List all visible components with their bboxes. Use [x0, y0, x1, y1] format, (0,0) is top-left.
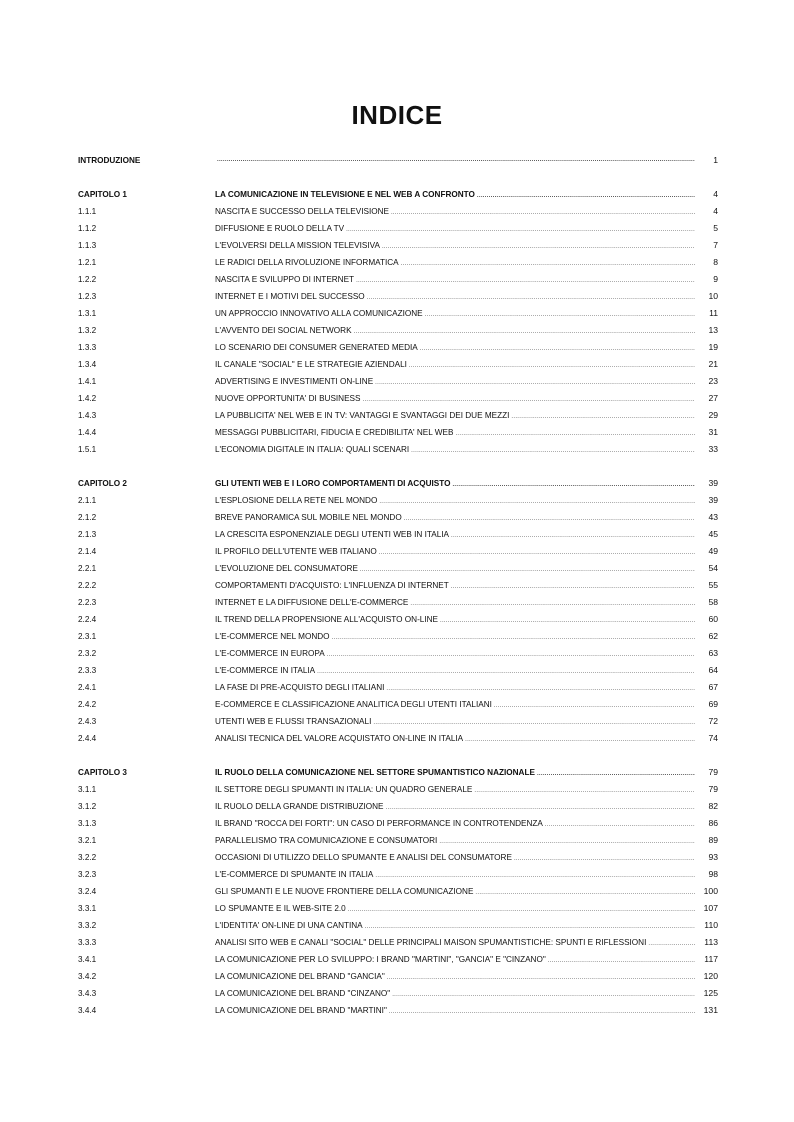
toc-entry-title: L'E-COMMERCE IN EUROPA [215, 649, 325, 658]
table-of-contents [78, 152, 718, 1019]
toc-entry-row [78, 305, 718, 322]
toc-entry-title: IL PROFILO DELL'UTENTE WEB ITALIANO [215, 547, 377, 556]
toc-entry-row [78, 322, 718, 339]
toc-entry-number: 1.4.1 [78, 377, 97, 386]
toc-entry-number: 2.4.2 [78, 700, 97, 709]
toc-entry-number: CAPITOLO 3 [78, 768, 127, 777]
toc-entry-title: LA COMUNICAZIONE IN TELEVISIONE E NEL WEB A CONFRONTO [215, 190, 475, 199]
toc-entry-title: LA COMUNICAZIONE DEL BRAND "CINZANO" [215, 989, 391, 998]
toc-entry-number: 1.5.1 [78, 445, 97, 454]
toc-entry-page: 39 [708, 478, 718, 488]
toc-entry-page: 27 [708, 393, 718, 403]
toc-entry-row [78, 288, 718, 305]
toc-entry-row [78, 866, 718, 883]
toc-entry-page: 89 [708, 835, 718, 845]
toc-entry-number: 1.1.3 [78, 241, 97, 250]
toc-entry-title: ADVERTISING E INVESTIMENTI ON-LINE [215, 377, 374, 386]
toc-entry-page: 63 [708, 648, 718, 658]
toc-entry-page: 64 [708, 665, 718, 675]
dot-leader [465, 732, 695, 749]
toc-entry-page: 69 [708, 699, 718, 709]
toc-entry-title: LO SPUMANTE E IL WEB-SITE 2.0 [215, 904, 346, 913]
toc-entry-page: 10 [708, 291, 718, 301]
toc-entry-row [78, 237, 718, 254]
toc-entry-number: 1.1.2 [78, 224, 97, 233]
toc-entry-row [78, 628, 718, 645]
toc-entry-row [78, 985, 718, 1002]
toc-entry-title: LA COMUNICAZIONE PER LO SVILUPPO: I BRAND "MARTINI", "GANCIA" E "CINZANO" [215, 955, 546, 964]
toc-entry-number: 2.1.2 [78, 513, 97, 522]
toc-entry-page: 113 [704, 937, 718, 947]
toc-entry-page: 4 [713, 189, 718, 199]
toc-entry-page: 107 [703, 903, 718, 913]
toc-chapter-row [78, 186, 718, 203]
toc-entry-page: 39 [708, 495, 718, 505]
toc-entry-title: NASCITA E SUCCESSO DELLA TELEVISIONE [215, 207, 389, 216]
toc-entry-title: L'ECONOMIA DIGITALE IN ITALIA: QUALI SCENARI [215, 445, 410, 454]
toc-entry-number: 3.4.4 [78, 1006, 97, 1015]
toc-entry-number: 3.2.3 [78, 870, 97, 879]
toc-entry-page: 86 [708, 818, 718, 828]
toc-entry-number: 3.2.1 [78, 836, 97, 845]
toc-entry-title: LE RADICI DELLA RIVOLUZIONE INFORMATICA [215, 258, 399, 267]
toc-entry-page: 9 [713, 274, 718, 284]
toc-entry-number: 1.3.3 [78, 343, 97, 352]
toc-entry-title: MESSAGGI PUBBLICITARI, FIDUCIA E CREDIBILITA' NEL WEB [215, 428, 454, 437]
toc-entry-number: 2.4.3 [78, 717, 97, 726]
toc-entry-number: 1.1.1 [78, 207, 97, 216]
dot-leader [217, 152, 695, 169]
toc-entry-number: 1.3.1 [78, 309, 97, 318]
toc-entry-row [78, 815, 718, 832]
toc-entry-number: 2.3.1 [78, 632, 97, 641]
toc-entry-page: 13 [708, 325, 718, 335]
toc-entry-row [78, 611, 718, 628]
toc-entry-page: 33 [708, 444, 718, 454]
toc-entry-leader [215, 730, 695, 749]
toc-entry-page: 74 [708, 733, 718, 743]
toc-entry-title: LO SCENARIO DEI CONSUMER GENERATED MEDIA [215, 343, 418, 352]
toc-entry-number: 3.1.2 [78, 802, 97, 811]
toc-entry-row [78, 271, 718, 288]
toc-entry-title: L'AVVENTO DEI SOCIAL NETWORK [215, 326, 352, 335]
toc-entry-title: GLI SPUMANTI E LE NUOVE FRONTIERE DELLA COMUNICAZIONE [215, 887, 474, 896]
toc-entry-number: 2.1.1 [78, 496, 97, 505]
toc-entry-page: 29 [708, 410, 718, 420]
toc-entry-page: 60 [708, 614, 718, 624]
toc-entry-row [78, 934, 718, 951]
toc-entry-number: 2.4.4 [78, 734, 97, 743]
toc-entry-title: BREVE PANORAMICA SUL MOBILE NEL MONDO [215, 513, 402, 522]
toc-entry-page: 120 [703, 971, 718, 981]
toc-entry-title: IL BRAND "ROCCA DEI FORTI": UN CASO DI PERFORMANCE IN CONTROTENDENZA [215, 819, 543, 828]
toc-entry-page: 55 [708, 580, 718, 590]
toc-entry-row [78, 509, 718, 526]
toc-entry-row [78, 645, 718, 662]
toc-entry-page: 131 [703, 1005, 718, 1015]
toc-entry-number: 3.4.2 [78, 972, 97, 981]
toc-entry-page: 21 [708, 359, 718, 369]
toc-entry-row [78, 356, 718, 373]
toc-entry-page: 82 [708, 801, 718, 811]
toc-entry-number: 3.1.1 [78, 785, 97, 794]
toc-entry-title: LA FASE DI PRE-ACQUISTO DEGLI ITALIANI [215, 683, 385, 692]
toc-chapter-row [78, 475, 718, 492]
page-title: INDICE [351, 100, 443, 130]
toc-entry-page: 19 [708, 342, 718, 352]
toc-entry-title: INTERNET E LA DIFFUSIONE DELL'E-COMMERCE [215, 598, 409, 607]
toc-entry-number: 1.2.2 [78, 275, 97, 284]
toc-entry-leader [215, 152, 695, 169]
toc-entry-title: L'E-COMMERCE IN ITALIA [215, 666, 316, 675]
toc-entry-row [78, 662, 718, 679]
toc-entry-row [78, 917, 718, 934]
toc-entry-number: 3.2.2 [78, 853, 97, 862]
toc-entry-row [78, 951, 718, 968]
toc-entry-number: 2.4.1 [78, 683, 97, 692]
toc-entry-number: INTRODUZIONE [78, 156, 141, 165]
toc-entry-page: 79 [708, 784, 718, 794]
toc-entry-row [78, 373, 718, 390]
toc-entry-number: 2.3.3 [78, 666, 97, 675]
toc-entry-page: 72 [708, 716, 718, 726]
toc-entry-row [78, 339, 718, 356]
toc-entry-number: 2.2.1 [78, 564, 97, 573]
toc-entry-title: UTENTI WEB E FLUSSI TRANSAZIONALI [215, 717, 372, 726]
toc-entry-title: E-COMMERCE E CLASSIFICAZIONE ANALITICA DEGLI UTENTI ITALIANI [215, 700, 492, 709]
toc-entry-number: 2.2.3 [78, 598, 97, 607]
toc-entry-row [78, 526, 718, 543]
toc-entry-row [78, 560, 718, 577]
toc-entry-title: COMPORTAMENTI D'ACQUISTO: L'INFLUENZA DI INTERNET [215, 581, 449, 590]
toc-entry-title: LA COMUNICAZIONE DEL BRAND "GANCIA" [215, 972, 385, 981]
toc-entry-page: 93 [708, 852, 718, 862]
toc-entry-page: 49 [708, 546, 718, 556]
toc-entry-number: 2.1.4 [78, 547, 97, 556]
toc-entry-page: 23 [708, 376, 718, 386]
toc-entry-row [78, 1002, 718, 1019]
toc-entry-row [78, 441, 718, 458]
toc-entry-number: 3.1.3 [78, 819, 97, 828]
toc-entry-number: 1.2.3 [78, 292, 97, 301]
dot-leader [389, 1004, 695, 1021]
toc-entry-number: 2.1.3 [78, 530, 97, 539]
toc-entry-page: 117 [704, 954, 718, 964]
toc-entry-title: ANALISI SITO WEB E CANALI "SOCIAL" DELLE PRINCIPALI MAISON SPUMANTISTICHE: SPUNTI E RIFLESSIONI [215, 938, 647, 947]
toc-entry-number: 1.4.4 [78, 428, 97, 437]
toc-entry-title: PARALLELISMO TRA COMUNICAZIONE E CONSUMATORI [215, 836, 438, 845]
toc-entry-page: 31 [708, 427, 718, 437]
toc-entry-row [78, 577, 718, 594]
toc-entry-title: L'EVOLUZIONE DEL CONSUMATORE [215, 564, 358, 573]
toc-entry-row [78, 696, 718, 713]
toc-entry-row [78, 492, 718, 509]
toc-entry-title: ANALISI TECNICA DEL VALORE ACQUISTATO ON-LINE IN ITALIA [215, 734, 464, 743]
toc-entry-title: L'E-COMMERCE NEL MONDO [215, 632, 330, 641]
toc-entry-title: L'E-COMMERCE DI SPUMANTE IN ITALIA [215, 870, 374, 879]
toc-entry-row [78, 713, 718, 730]
toc-entry-title: UN APPROCCIO INNOVATIVO ALLA COMUNICAZIONE [215, 309, 423, 318]
toc-chapter-row [78, 152, 718, 169]
toc-entry-row [78, 543, 718, 560]
dot-leader [411, 443, 695, 460]
toc-entry-row [78, 203, 718, 220]
toc-entry-number: 1.3.4 [78, 360, 97, 369]
toc-entry-title: LA PUBBLICITA' NEL WEB E IN TV: VANTAGGI E SVANTAGGI DEI DUE MEZZI [215, 411, 510, 420]
toc-entry-title: LA COMUNICAZIONE DEL BRAND "MARTINI" [215, 1006, 387, 1015]
toc-entry-number: 3.3.3 [78, 938, 97, 947]
toc-entry-page: 62 [708, 631, 718, 641]
toc-entry-row [78, 390, 718, 407]
toc-entry-title: IL RUOLO DELLA COMUNICAZIONE NEL SETTORE SPUMANTISTICO NAZIONALE [215, 768, 535, 777]
toc-entry-page: 4 [713, 206, 718, 216]
toc-entry-title: L'IDENTITA' ON-LINE DI UNA CANTINA [215, 921, 363, 930]
toc-entry-number: 1.2.1 [78, 258, 97, 267]
toc-entry-number: CAPITOLO 2 [78, 479, 127, 488]
toc-entry-title: L'ESPLOSIONE DELLA RETE NEL MONDO [215, 496, 378, 505]
toc-entry-title: GLI UTENTI WEB E I LORO COMPORTAMENTI DI ACQUISTO [215, 479, 451, 488]
toc-entry-row [78, 968, 718, 985]
toc-chapter-row [78, 764, 718, 781]
toc-entry-page: 100 [703, 886, 718, 896]
toc-entry-number: 3.3.2 [78, 921, 97, 930]
toc-entry-page: 58 [708, 597, 718, 607]
toc-entry-row [78, 254, 718, 271]
toc-entry-title: IL CANALE "SOCIAL" E LE STRATEGIE AZIENDALI [215, 360, 407, 369]
toc-entry-row [78, 798, 718, 815]
toc-entry-row [78, 900, 718, 917]
toc-entry-page: 11 [709, 308, 718, 318]
toc-entry-page: 1 [713, 155, 718, 165]
toc-entry-row [78, 849, 718, 866]
toc-entry-row [78, 594, 718, 611]
toc-entry-row [78, 407, 718, 424]
toc-entry-row [78, 679, 718, 696]
toc-entry-row [78, 424, 718, 441]
toc-entry-number: 2.2.2 [78, 581, 97, 590]
toc-entry-number: 3.4.1 [78, 955, 97, 964]
toc-entry-title: L'EVOLVERSI DELLA MISSION TELEVISIVA [215, 241, 380, 250]
toc-entry-row [78, 220, 718, 237]
toc-entry-leader [215, 1002, 695, 1021]
toc-entry-row [78, 883, 718, 900]
toc-entry-number: 1.4.2 [78, 394, 97, 403]
toc-entry-number: 3.2.4 [78, 887, 97, 896]
toc-entry-page: 125 [703, 988, 718, 998]
toc-entry-number: 3.4.3 [78, 989, 97, 998]
toc-entry-number: 1.4.3 [78, 411, 97, 420]
toc-entry-page: 45 [708, 529, 718, 539]
toc-entry-number: CAPITOLO 1 [78, 190, 127, 199]
toc-entry-row [78, 781, 718, 798]
toc-entry-page: 8 [713, 257, 718, 267]
toc-entry-page: 79 [708, 767, 718, 777]
toc-entry-leader [215, 441, 695, 460]
toc-entry-number: 2.2.4 [78, 615, 97, 624]
toc-entry-title: NASCITA E SVILUPPO DI INTERNET [215, 275, 355, 284]
toc-entry-title: INTERNET E I MOTIVI DEL SUCCESSO [215, 292, 365, 301]
toc-entry-title: NUOVE OPPORTUNITA' DI BUSINESS [215, 394, 361, 403]
toc-entry-number: 2.3.2 [78, 649, 97, 658]
toc-entry-title: LA CRESCITA ESPONENZIALE DEGLI UTENTI WEB IN ITALIA [215, 530, 450, 539]
toc-entry-title: OCCASIONI DI UTILIZZO DELLO SPUMANTE E ANALISI DEL CONSUMATORE [215, 853, 512, 862]
toc-entry-page: 54 [708, 563, 718, 573]
toc-entry-row [78, 832, 718, 849]
toc-entry-number: 1.3.2 [78, 326, 97, 335]
toc-entry-title: IL RUOLO DELLA GRANDE DISTRIBUZIONE [215, 802, 384, 811]
toc-entry-page: 43 [708, 512, 718, 522]
toc-entry-page: 67 [708, 682, 718, 692]
toc-entry-title: DIFFUSIONE E RUOLO DELLA TV [215, 224, 345, 233]
toc-entry-page: 5 [713, 223, 718, 233]
toc-entry-page: 110 [704, 920, 718, 930]
toc-entry-title: IL TREND DELLA PROPENSIONE ALL'ACQUISTO ON-LINE [215, 615, 438, 624]
toc-entry-number: 3.3.1 [78, 904, 97, 913]
toc-entry-page: 7 [713, 240, 718, 250]
toc-entry-page: 98 [708, 869, 718, 879]
toc-entry-row [78, 730, 718, 747]
toc-entry-title: IL SETTORE DEGLI SPUMANTI IN ITALIA: UN QUADRO GENERALE [215, 785, 473, 794]
